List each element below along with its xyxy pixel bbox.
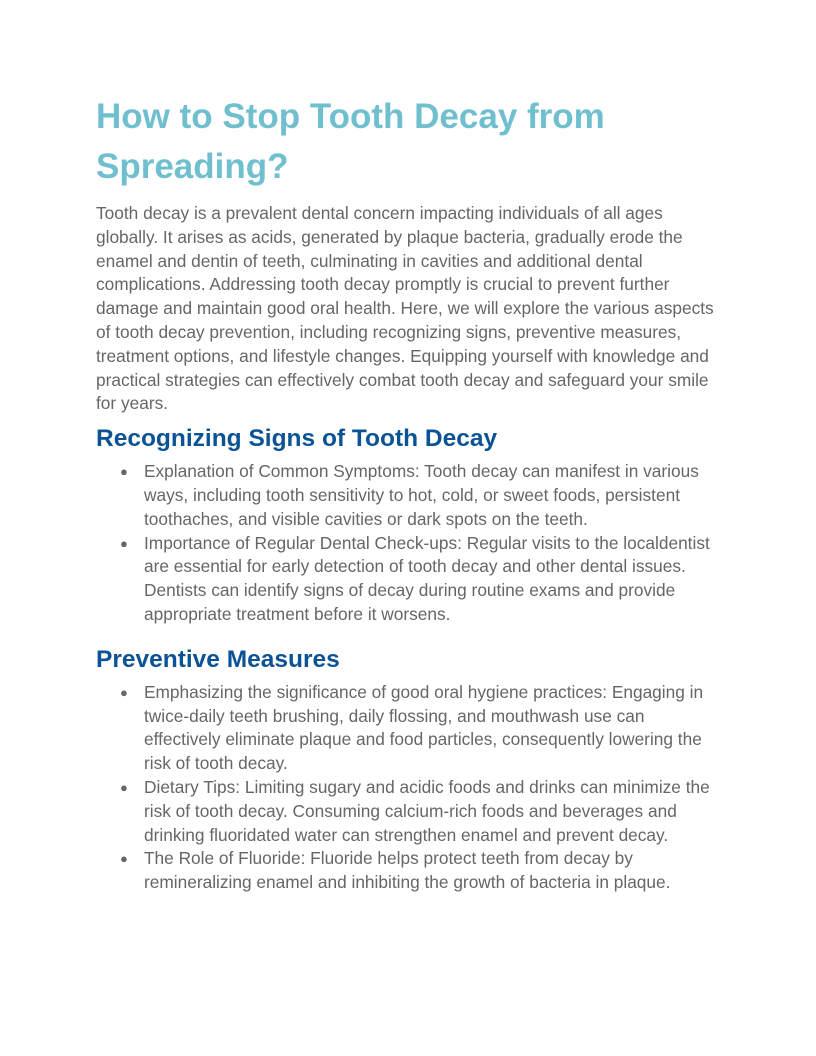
- list-item: [96, 460, 720, 531]
- list-item-text: Dietary Tips: Limiting sugary and acidic foods and drinks can minimize the risk of tooth decay. Consuming calcium-rich foods and beverages and drinking fluoridated water can strengthen enamel and prevent decay.: [144, 776, 710, 845]
- section-heading-preventive-measures: Preventive Measures: [96, 645, 340, 673]
- bullet-icon: ●: [120, 684, 128, 700]
- list-item-text: Importance of Regular Dental Check-ups: Regular visits to the localdentist are essential for early detection of tooth decay and other dental issues. Dentists can identify signs of decay during routine exams and provide appropriate treatment before it worsens.: [144, 532, 710, 624]
- document-page: [96, 92, 720, 895]
- list-item-text: Emphasizing the significance of good oral hygiene practices: Engaging in twice-daily teeth brushing, daily flossing, and mouthwash use can effectively eliminate plaque and food particles, consequently lowering the risk of tooth decay.: [144, 681, 704, 774]
- bullet-icon: ●: [120, 535, 128, 551]
- bullet-list-preventive-measures: [96, 681, 720, 895]
- list-item: [96, 776, 720, 847]
- bullet-icon: ●: [120, 779, 128, 795]
- list-item-text: The Role of Fluoride: Fluoride helps protect teeth from decay by remineralizing enamel and inhibiting the growth of bacteria in plaque.: [144, 848, 671, 893]
- bullet-icon: ●: [120, 851, 128, 867]
- section-heading-recognizing-signs: Recognizing Signs of Tooth Decay: [96, 425, 498, 453]
- list-item-text: Explanation of Common Symptoms: Tooth decay can manifest in various ways, including tooth sensitivity to hot, cold, or sweet foods, persistent toothaches, and visible cavities or dark spots on the teeth.: [144, 461, 699, 529]
- bullet-icon: ●: [120, 464, 128, 480]
- bullet-list-recognizing-signs: [96, 460, 720, 627]
- intro-paragraph: Tooth decay is a prevalent dental concern impacting individuals of all ages globally. It arises as acids, generated by plaque bacteria, gradually erode the enamel and dentin of teeth, culminating in cavities and additional dental complications. Addressing tooth decay promptly is crucial to prevent further damage and maintain good oral health. Here, we will explore the various aspects of tooth decay prevention, including recognizing signs, preventive measures, treatment options, and lifestyle changes. Equipping yourself with knowledge and practical strategies can effectively combat tooth decay and safeguard your smile for years.: [96, 203, 714, 414]
- list-item: [96, 681, 720, 776]
- page-title: How to Stop Tooth Decay from Spreading?: [96, 97, 605, 186]
- list-item: [96, 532, 720, 627]
- list-item: [96, 847, 720, 895]
